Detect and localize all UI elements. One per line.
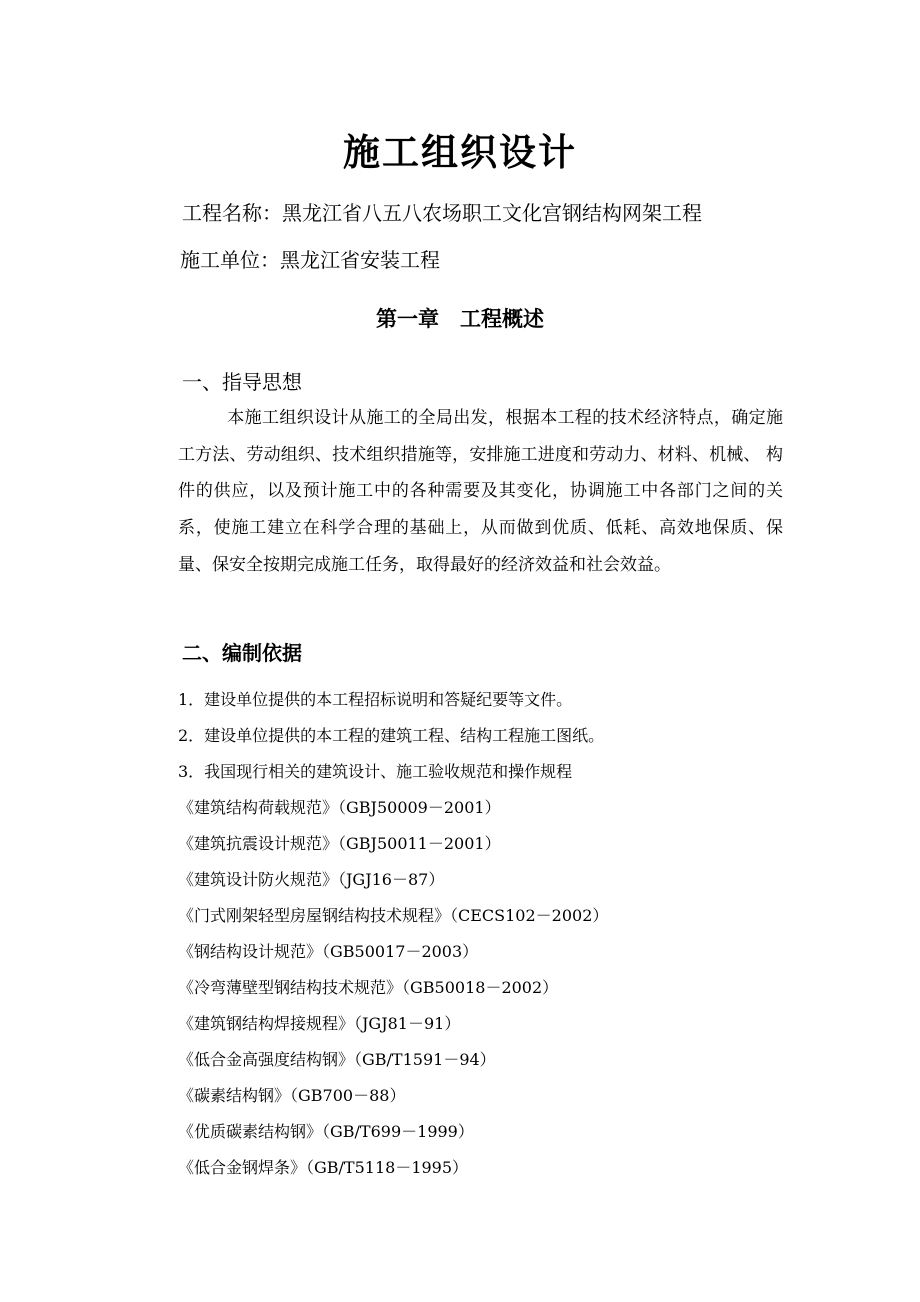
standard-item: 《建筑结构荷载规范》（GBJ50009－2001） — [178, 798, 501, 817]
project-name: 工程名称：黑龙江省八五八农场职工文化宫钢结构网架工程 — [182, 201, 702, 225]
standard-item: 《低合金高强度结构钢》（GB/T1591－94） — [178, 1050, 496, 1069]
list-item: 2．建设单位提供的本工程的建筑工程、结构工程施工图纸。 — [178, 726, 605, 745]
section-heading-guiding-ideas: 一、指导思想 — [182, 370, 302, 394]
standard-item: 《门式刚架轻型房屋钢结构技术规程》（CECS102－2002） — [178, 906, 609, 925]
standard-item: 《建筑钢结构焊接规程》（JGJ81－91） — [178, 1014, 461, 1033]
list-item: 1．建设单位提供的本工程招标说明和答疑纪要等文件。 — [178, 690, 573, 709]
guiding-ideas-paragraph: 本施工组织设计从施工的全局出发，根据本工程的技术经济特点，确定施工方法、劳动组织、技术组织措施等，安排施工进度和劳动力、材料、机械、 构件的供应，以及预计施工中的各种需要及其变化，协调施工中各部门之间的关系，使施工建立在科学合理的基础上，从而做到优质、低耗、高效地保质、保量、保安全按期完成施工任务，取得最好的经济效益和社会效益。 — [178, 408, 783, 575]
chapter-title: 第一章 工程概述 — [376, 307, 544, 331]
standard-item: 《建筑抗震设计规范》（GBJ50011－2001） — [178, 834, 501, 853]
list-item: 3．我国现行相关的建筑设计、施工验收规范和操作规程 — [178, 762, 573, 781]
standard-item: 《钢结构设计规范》（GB50017－2003） — [178, 942, 479, 961]
section-heading-compilation-basis: 二、编制依据 — [182, 641, 302, 665]
standard-item: 《碳素结构钢》（GB700－88） — [178, 1086, 406, 1105]
standard-item: 《冷弯薄壁型钢结构技术规范》（GB50018－2002） — [178, 978, 559, 997]
standard-item: 《建筑设计防火规范》（JGJ16－87） — [178, 870, 445, 889]
standard-item: 《低合金钢焊条》（GB/T5118－1995） — [178, 1158, 469, 1177]
standard-item: 《优质碳素结构钢》（GB/T699－1999） — [178, 1122, 474, 1141]
document-title: 施工组织设计 — [343, 131, 577, 174]
construction-unit: 施工单位：黑龙江省安装工程 — [180, 248, 440, 272]
